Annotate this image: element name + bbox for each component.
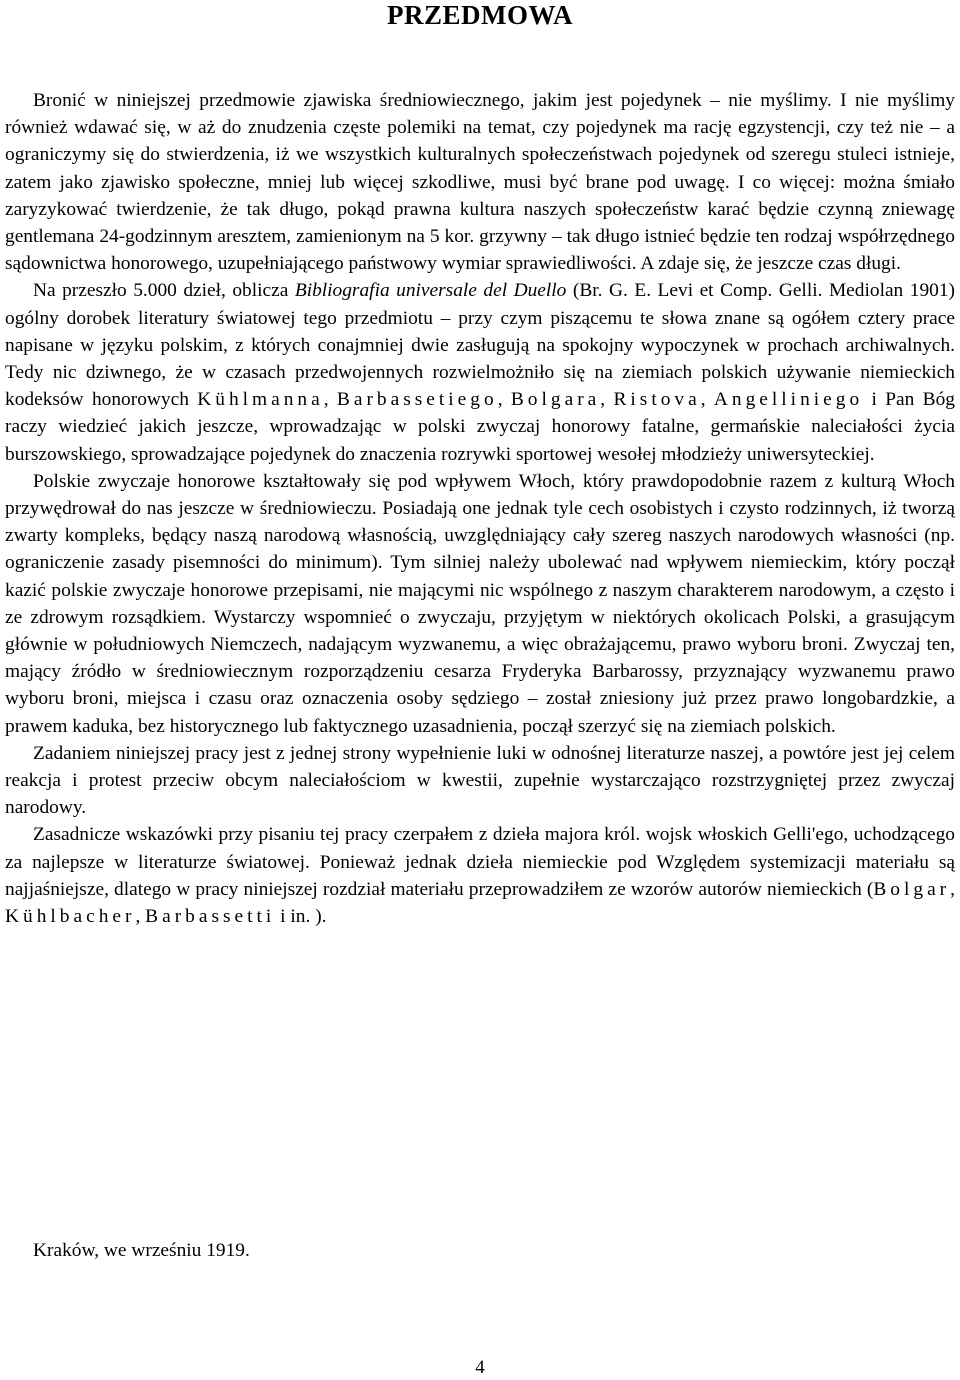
page-number: 4 (475, 1357, 485, 1378)
author-name-spaced: Kühlbacher (5, 906, 136, 928)
paragraph-text: i in. ). (275, 906, 327, 928)
paragraph-text: , (700, 389, 714, 411)
paragraph-text: Zadaniem niniejszej pracy jest z jednej strony wypełnienie luki w odnośnej literaturze naszej, a powtóre jest jej celem reakcja i protest przeciw obcym naleciałościom w kwestii, zupełnie wystarczająco rozstrzygniętej przez zwyczaj narodowy. (5, 742, 955, 819)
body-paragraph (5, 468, 955, 740)
author-name-spaced: Bolgara (510, 389, 601, 411)
page-title: PRZEDMOWA (387, 0, 573, 30)
author-name-spaced: liniego (781, 389, 864, 411)
body-paragraph (5, 277, 955, 467)
paragraph-text: Polskie zwyczaje honorowe kształtowały się pod wpływem Włoch, który prawdopodobnie razem z kulturą Włoch przywędrował do nas jeszcze w średniowieczu. Posiadają one jednak tyle cech osobistych i czysto rodzinnych, iż tworzą zwarty kompleks, będący naszą narodową własnością, uwzględniający cały szereg naszych narodowych własności (np. ograniczenie zasady pisemności do minimum). Tym silniej należy ubolewać nad wpływem niemieckim, który począł kazić polskie zwyczaje honorowe przepisami, nie mającymi nic wspólnego z naszym charakterem narodowym, a często i ze zdrowym rozsądkiem. Wystarczy wspomnieć o zwyczaju, przyjętym w niektórych okolicach Polski, a grasującym głównie w południowych Niemczech, nadającym wyzwanemu, a więc obrażającemu, prawo wyboru broni. Zwyczaj ten, mający źródło w średniowiecznym rozporządzeniu cesarza Fryderyka Barbarossy, przyznający wyzwanemu prawo wyboru broni, miejsca i czasu oraz oznaczenia osoby sędziego – został zniesiony już przez prawo longobardzkie, a prawem kaduka, bez historycznego lub faktycznego uzasadnienia, począł szerzyć się na ziemiach polskich. (5, 470, 955, 737)
author-name-spaced: Angel (713, 389, 782, 411)
paragraph-text: Na przeszło 5.000 dzieł, oblicza (33, 280, 295, 302)
preface-body (5, 87, 955, 930)
author-name-spaced: Ristova (613, 389, 701, 411)
paragraph-text: , (135, 906, 146, 928)
paragraph-text: Zasadnicze wskazówki przy pisaniu tej pracy czerpałem z dzieła majora król. wojsk włoskich Gelli'ego, uchodzącego za najlepsze w literaturze światowej. Ponieważ jednak dzieła niemieckie pod Względem systemizacji materiału są najjaśniejsze, dlatego w pracy niniejszej rozdział materiału przeprowadziłem ze wzorów autorów niemieckich ( (5, 824, 955, 900)
author-name-spaced: Kühlmanna (197, 389, 324, 411)
body-paragraph (5, 87, 955, 277)
book-title-italic: Bibliografia universale del Duello (294, 280, 567, 302)
author-name-spaced: Barbassetti (145, 906, 276, 928)
closing-place-date: Kraków, we wrześniu 1919. (33, 1240, 250, 1261)
paragraph-text: , (600, 389, 614, 411)
paragraph-text: , (497, 389, 511, 411)
document-page (5, 0, 955, 30)
paragraph-text: , (323, 389, 337, 411)
author-name-spaced: Barbassetiego (336, 389, 498, 411)
body-paragraph (5, 740, 955, 822)
body-paragraph (5, 821, 955, 930)
author-name-spaced: Bolgar (873, 878, 951, 900)
paragraph-text: Bronić w niniejszej przedmowie zjawiska średniowiecznego, jakim jest pojedynek – nie myślimy. I nie myślimy również wdawać się, w aż do znudzenia częste polemiki na temat, czy pojedynek ma rację egzystencji, czy też nie – a ograniczymy się do stwierdzenia, iż we wszystkich kulturalnych społeczeństwach pojedynek od szeregu stuleci istnieje, zatem jako zjawisko społeczne, mniej lub więcej szkodliwe, musi być brane pod uwagę. I co więcej: można śmiało zaryzykować twierdzenie, że tak długo, pokąd prawna kultura naszych społeczeństw karać będzie czynną zniewagę gentlemana 24-godzinnym aresztem, zamienionym na 5 kor. grzywny – tak długo istnieć będzie ten rodzaj współrzędnego sądownictwa honorowego, uzupełniającego państwowy wymiar sprawiedliwości. A zdaje się, że jeszcze czas długi. (5, 90, 955, 275)
paragraph-text: (Br. G. E. Levi et Comp. Gelli. Mediolan 1901) ogólny dorobek literatury światowej tego przedmiotu – przy czym piszącemu te słowa znane są ogółem cztery prace napisane w języku polskim, z których conajmniej dwie zasługują na spokojny wypoczynek w prochach archiwalnych. Tedy nic dziwnego, że w czasach przedwojennych rozwielmożniło się na ziemiach polskich używanie niemieckich kodeksów honorowych (5, 280, 955, 411)
paragraph-text: i Pan Bóg raczy wiedzieć jakich jeszcze, wprowadzając w polski zwyczaj honorowy fatalne, germańskie naleciałości życia burszowskiego, sprowadzające pojedynek do znaczenia rozrywki sportowej wesołej młodzieży uniwersyteckiej. (5, 389, 955, 465)
paragraph-text: , (950, 878, 955, 900)
